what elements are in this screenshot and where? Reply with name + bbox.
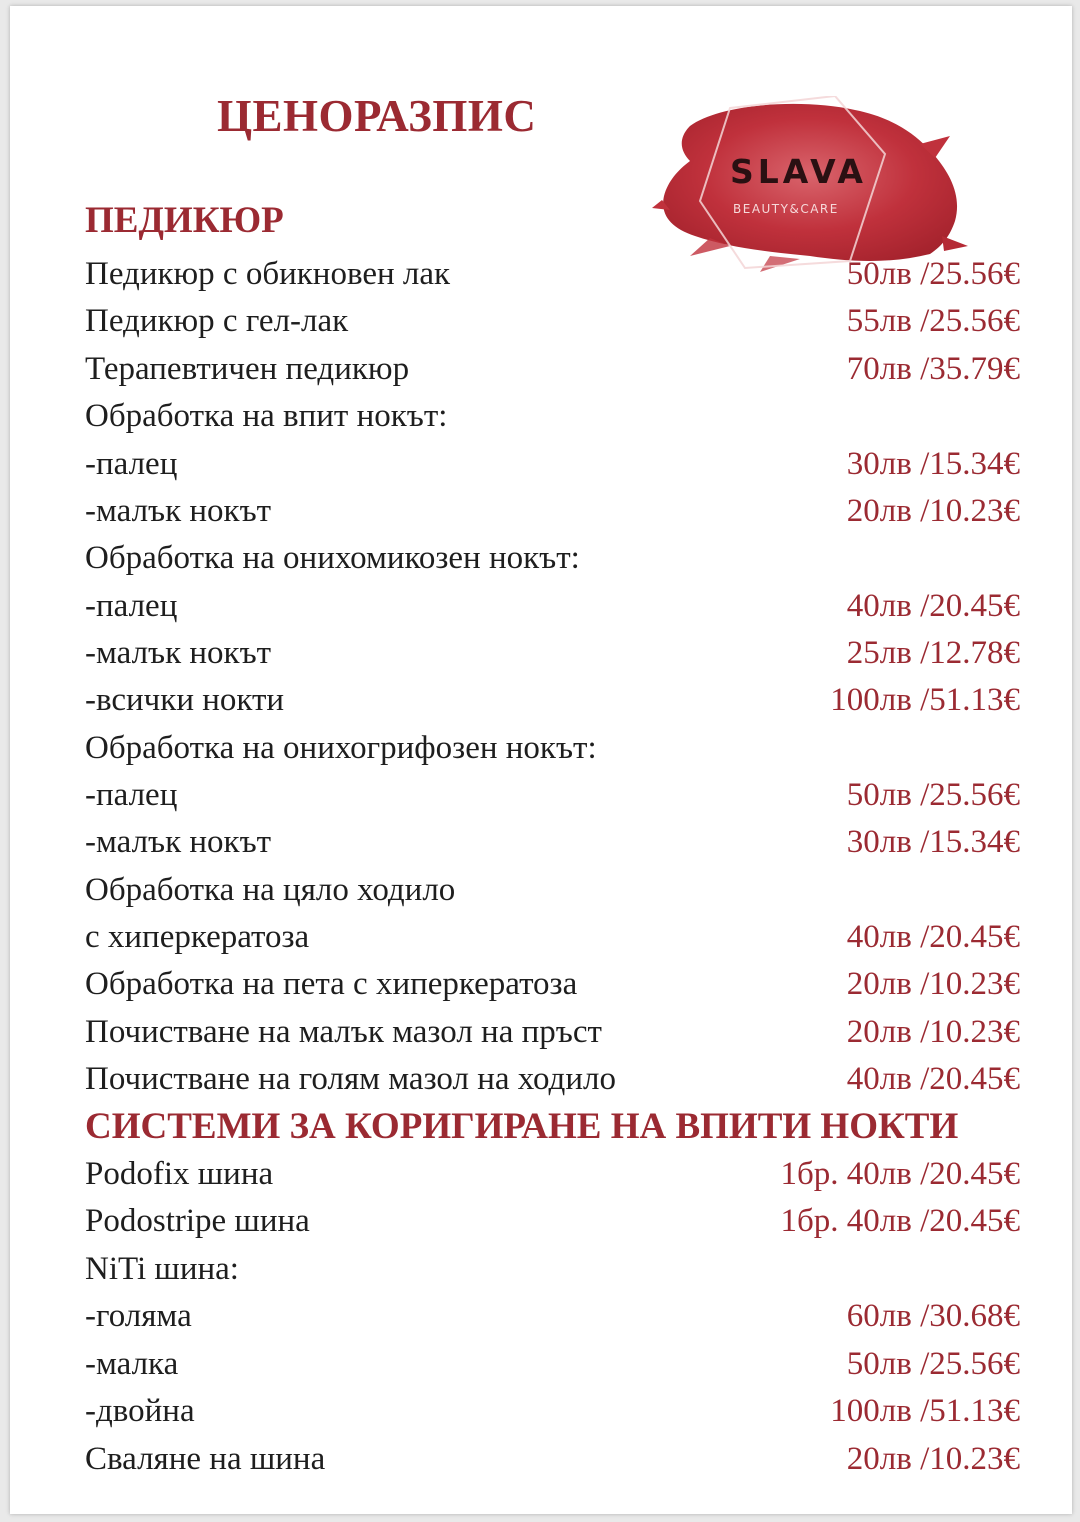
service-name: Podostripe шина: [85, 1203, 310, 1239]
service-price: 40лв /20.45€: [846, 1061, 1020, 1097]
price-row: [85, 1293, 1020, 1340]
service-name: Педикюр с обикновен лак: [85, 256, 451, 292]
service-price: 60лв /30.68€: [846, 1298, 1020, 1334]
price-row: [85, 583, 1020, 630]
price-row: [85, 772, 1020, 819]
section-heading-correction-systems: СИСТЕМИ ЗА КОРИГИРАНЕ НА ВПИТИ НОКТИ: [85, 1106, 959, 1147]
service-name: Терапевтичен педикюр: [85, 351, 410, 387]
price-row: [85, 1151, 1020, 1198]
service-name: -малък нокът: [85, 824, 272, 860]
price-row-group-header: [85, 725, 1020, 772]
price-row: [85, 1436, 1020, 1483]
service-name: -малка: [85, 1346, 179, 1382]
service-name: -малък нокът: [85, 635, 272, 671]
service-price: 40лв /20.45€: [846, 1203, 1020, 1239]
service-price: 20лв /10.23€: [846, 1014, 1020, 1050]
price-row: [85, 914, 1020, 961]
service-price: 50лв /25.56€: [846, 256, 1020, 292]
section-heading-pedicure: ПЕДИКЮР: [85, 200, 284, 241]
service-price: 40лв /20.45€: [846, 919, 1020, 955]
service-price: 50лв /25.56€: [846, 777, 1020, 813]
service-group-name: NiTi шина:: [85, 1251, 239, 1287]
service-price: 20лв /10.23€: [846, 1441, 1020, 1477]
price-row: [85, 251, 1020, 298]
price-row-group-header: [85, 535, 1020, 582]
service-price: 25лв /12.78€: [846, 635, 1020, 671]
service-name: Podofix шина: [85, 1156, 274, 1192]
price-list-page: [10, 6, 1072, 1514]
service-name: Почистване на малък мазол на пръст: [85, 1014, 602, 1050]
service-price-wrapper: [780, 1198, 1020, 1245]
service-price-wrapper: [780, 1151, 1020, 1198]
service-name: -палец: [85, 588, 178, 624]
price-row: [85, 1198, 1020, 1245]
price-row: [85, 819, 1020, 866]
service-price: 20лв /10.23€: [846, 966, 1020, 1002]
price-row: [85, 630, 1020, 677]
price-row: [85, 488, 1020, 535]
price-row-group-header: [85, 867, 1020, 914]
service-quantity: 1бр.: [780, 1156, 839, 1192]
service-group-name: Обработка на цяло ходило: [85, 872, 456, 908]
service-price: 40лв /20.45€: [846, 588, 1020, 624]
price-row: [85, 1009, 1020, 1056]
service-name: Педикюр с гел-лак: [85, 303, 349, 339]
service-group-name: Обработка на впит нокът:: [85, 398, 448, 434]
service-name: Обработка на пета с хиперкератоза: [85, 966, 578, 1002]
service-name: -голяма: [85, 1298, 192, 1334]
service-name: -палец: [85, 446, 178, 482]
service-name: -малък нокът: [85, 493, 272, 529]
price-row: [85, 1341, 1020, 1388]
service-price: 100лв /51.13€: [830, 682, 1020, 718]
price-row-group-header: [85, 1246, 1020, 1293]
service-group-name: Обработка на онихогрифозен нокът:: [85, 730, 597, 766]
service-price: 40лв /20.45€: [846, 1156, 1020, 1192]
service-name: Сваляне на шина: [85, 1441, 326, 1477]
service-price: 20лв /10.23€: [846, 493, 1020, 529]
price-row: [85, 677, 1020, 724]
page-title: ЦЕНОРАЗПИС: [217, 91, 537, 141]
logo-tagline: BEAUTY&CARE: [733, 202, 839, 216]
service-price: 30лв /15.34€: [846, 824, 1020, 860]
price-row: [85, 346, 1020, 393]
price-row: [85, 1388, 1020, 1435]
logo-brand-name: SLAVA: [730, 152, 867, 191]
service-price: 70лв /35.79€: [846, 351, 1020, 387]
service-name: с хиперкератоза: [85, 919, 310, 955]
service-price: 55лв /25.56€: [846, 303, 1020, 339]
price-row: [85, 961, 1020, 1008]
service-name: -всички нокти: [85, 682, 285, 718]
price-row: [85, 298, 1020, 345]
service-quantity: 1бр.: [780, 1203, 839, 1239]
price-row: [85, 1056, 1020, 1103]
service-price: 50лв /25.56€: [846, 1346, 1020, 1382]
price-row-group-header: [85, 393, 1020, 440]
service-price: 100лв /51.13€: [830, 1393, 1020, 1429]
service-price: 30лв /15.34€: [846, 446, 1020, 482]
service-name: Почистване на голям мазол на ходило: [85, 1061, 616, 1097]
service-name: -двойна: [85, 1393, 195, 1429]
price-row: [85, 441, 1020, 488]
service-name: -палец: [85, 777, 178, 813]
service-group-name: Обработка на онихомикозен нокът:: [85, 540, 580, 576]
